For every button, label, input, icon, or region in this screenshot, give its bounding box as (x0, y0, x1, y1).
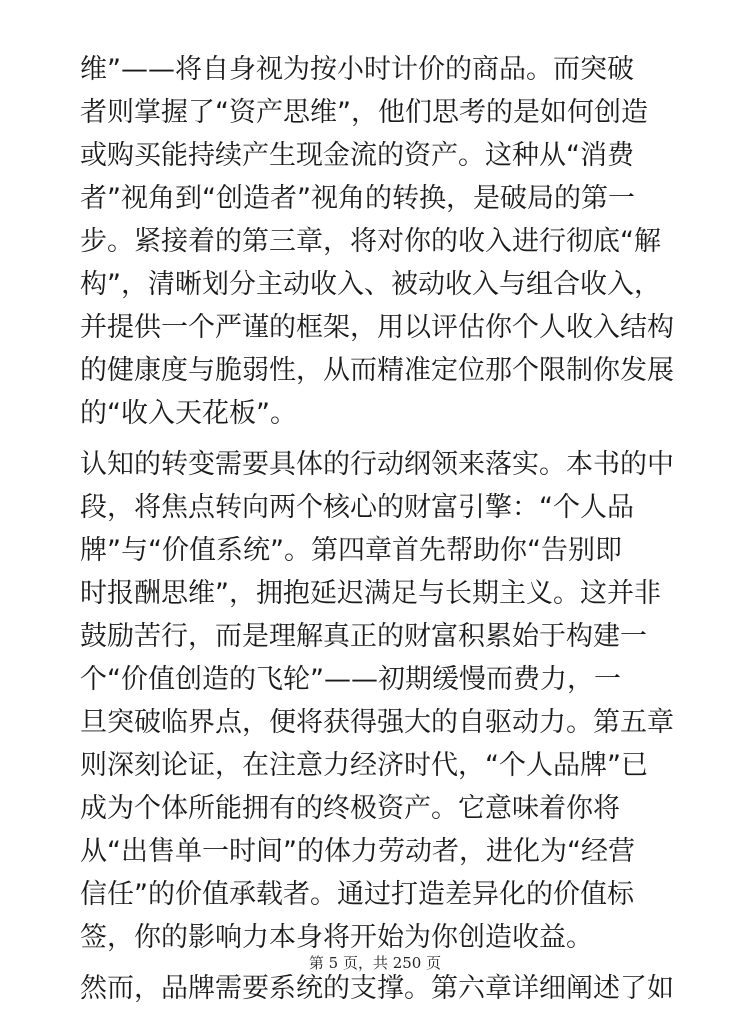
text-line: 的健康度与脆弱性，从而精准定位那个限制你发展 (80, 355, 674, 386)
paragraph-2 (80, 443, 680, 959)
text-line: 则深刻论证，在注意力经济时代，“个人品牌”已 (80, 750, 648, 781)
text-line: 维”——将自身视为按小时计价的商品。而突破 (80, 54, 634, 85)
text-line: 认知的转变需要具体的行动纲领来落实。本书的中 (80, 449, 674, 480)
paragraph-3 (80, 967, 680, 1010)
text-line: 然而，品牌需要系统的支撑。第六章详细阐述了如 (80, 973, 674, 1004)
text-line: 鼓励苦行，而是理解真正的财富积累始于构建一 (80, 621, 647, 652)
text-line: 并提供一个严谨的框架，用以评估你个人收入结构 (80, 312, 674, 343)
text-line: 者”视角到“创造者”视角的转换，是破局的第一 (80, 183, 635, 214)
text-line: 段，将焦点转向两个核心的财富引擎：“个人品 (80, 492, 634, 523)
text-line: 从“出售单一时间”的体力劳动者，进化为“经营 (80, 836, 635, 867)
text-line: 时报酬思维”，拥抱延迟满足与长期主义。这并非 (80, 578, 661, 609)
page-number-footer: 第 5 页，共 250 页 (308, 954, 442, 972)
body-text (80, 48, 680, 1018)
text-line: 牌”与“价值系统”。第四章首先帮助你“告别即 (80, 535, 622, 566)
text-line: 者则掌握了“资产思维”，他们思考的是如何创造 (80, 97, 648, 128)
text-line: 或购买能持续产生现金流的资产。这种从“消费 (80, 140, 634, 171)
text-line: 旦突破临界点，便将获得强大的自驱动力。第五章 (80, 707, 674, 738)
text-line: 的“收入天花板”。 (80, 398, 297, 429)
text-line: 签，你的影响力本身将开始为你创造收益。 (80, 922, 593, 953)
text-line: 步。紧接着的第三章，将对你的收入进行彻底“解 (80, 226, 661, 257)
text-line: 构”，清晰划分主动收入、被动收入与组合收入， (80, 269, 661, 300)
paragraph-1 (80, 48, 680, 435)
text-line: 成为个体所能拥有的终极资产。它意味着你将 (80, 793, 620, 824)
text-line: 个“价值创造的飞轮”——初期缓慢而费力，一 (80, 664, 621, 695)
text-line: 信任”的价值承载者。通过打造差异化的价值标 (80, 879, 634, 910)
